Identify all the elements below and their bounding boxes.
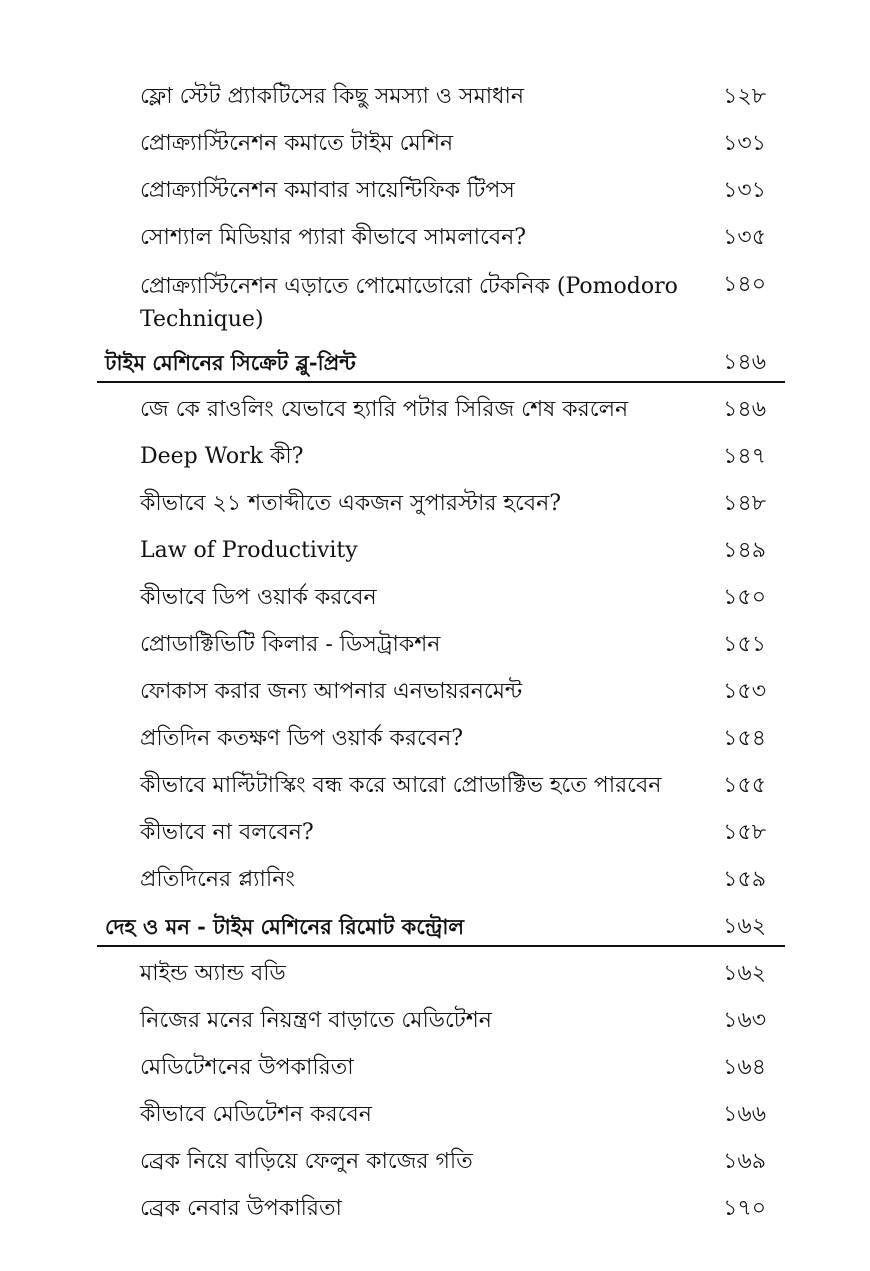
toc-entry-title: ব্রেক নিয়ে বাড়িয়ে ফেলুন কাজের গতি	[140, 1149, 473, 1174]
toc-entry-title: কীভাবে মেডিটেশন করবেন	[140, 1102, 372, 1127]
toc-entry	[0, 667, 870, 714]
toc-entry-title: মাইন্ড অ্যান্ড বডি	[140, 961, 286, 986]
toc-entry-title: Deep Work কী?	[140, 444, 304, 469]
toc-entry	[0, 1043, 870, 1090]
toc-entry-page: ১৪৭	[723, 444, 766, 469]
toc-section-title: টাইম মেশিনের সিক্রেট ব্লু-প্রিন্ট	[105, 350, 356, 375]
toc-entry-title: প্রোক্র্যাস্টিনেশন কমাবার সায়েন্টিফিক টিপস	[140, 178, 515, 203]
toc-entry-page: ১৬৯	[723, 1149, 766, 1174]
toc-entry-title: প্রতিদিনের প্ল্যানিং	[140, 867, 295, 892]
toc-entry-page: ১৬৬	[723, 1102, 766, 1127]
toc-entry	[0, 714, 870, 761]
toc-entry-title: ফোকাস করার জন্য আপনার এনভায়রনমেন্ট	[140, 679, 523, 704]
toc-entry-page: ১৫০	[723, 585, 766, 610]
toc-entry	[0, 949, 870, 996]
toc-entry-title: কীভাবে মাল্টিটাস্কিং বন্ধ করে আরো প্রোডাক্টিভ হতে পারবেন	[140, 773, 662, 798]
toc-entry-page: ১৫৫	[723, 773, 766, 798]
toc-entry-page: ১৪৯	[723, 538, 766, 563]
toc-entry	[0, 1184, 870, 1231]
toc-entry	[0, 808, 870, 855]
toc-entry-page: ১৬৩	[723, 1008, 766, 1033]
toc-entry-title: প্রোক্র্যাস্টিনেশন কমাতে টাইম মেশিন	[140, 131, 454, 156]
toc-entry-title: কীভাবে ডিপ ওয়ার্ক করবেন	[140, 585, 377, 610]
toc-entry-page: ১৫১	[723, 632, 766, 657]
toc-entry	[0, 526, 870, 573]
toc-entry	[0, 119, 870, 166]
toc-entry	[0, 385, 870, 432]
toc-entry-title: প্রোডাক্টিভিটি কিলার - ডিসট্রাকশন	[140, 632, 441, 657]
toc-entry-title: কীভাবে না বলবেন?	[140, 820, 314, 845]
toc-entry	[0, 213, 870, 260]
toc-entry	[0, 72, 870, 119]
toc-entry-title: জে কে রাওলিং যেভাবে হ্যারি পটার সিরিজ শেষ করলেন	[140, 397, 629, 422]
toc-entry	[0, 260, 870, 338]
section-divider	[97, 381, 785, 383]
toc-entry	[0, 1137, 870, 1184]
toc-section-title: দেহ ও মন - টাইম মেশিনের রিমোট কন্ট্রোল	[105, 914, 465, 939]
toc-entry-page: ১৬৪	[723, 1055, 766, 1080]
toc-entry-page: ১৩৫	[723, 225, 766, 250]
toc-entry-title: সোশ্যাল মিডিয়ার প্যারা কীভাবে সামলাবেন?	[140, 225, 527, 250]
toc-entry-title: মেডিটেশনের উপকারিতা	[140, 1055, 354, 1080]
toc-section-page: ১৬২	[723, 914, 766, 939]
toc-entry	[0, 996, 870, 1043]
toc-entry-page: ১৪০	[723, 272, 766, 297]
toc-entry-page: ১৫৪	[723, 726, 766, 751]
toc-entry-page: ১৪৮	[723, 491, 766, 516]
toc-entry-page: ১৪৬	[723, 397, 766, 422]
toc-entry-page: ১৩১	[723, 178, 766, 203]
toc-entry-title: প্রতিদিন কতক্ষণ ডিপ ওয়ার্ক করবেন?	[140, 726, 464, 751]
toc-entry-title: ফ্লো স্টেট প্র্যাকটিসের কিছু সমস্যা ও সমাধান	[140, 84, 525, 109]
toc-entry	[0, 432, 870, 479]
section-divider	[97, 945, 785, 947]
toc-entry	[0, 166, 870, 213]
toc-entry-page: ১৩১	[723, 131, 766, 156]
toc-entry	[0, 620, 870, 667]
toc-entry	[0, 761, 870, 808]
toc-section-page: ১৪৬	[723, 350, 766, 375]
toc-entry-title: Law of Productivity	[140, 538, 358, 563]
toc-entry-title: প্রোক্র্যাস্টিনেশন এড়াতে পোমোডোরো টেকনিক (Pomodoro Technique)	[140, 274, 678, 332]
toc-entry-page: ১৬২	[723, 961, 766, 986]
toc-entry-title: ব্রেক নেবার উপকারিতা	[140, 1196, 342, 1221]
toc-entry-page: ১২৮	[723, 84, 766, 109]
toc-entry	[0, 573, 870, 620]
toc-entry-page: ১৭০	[723, 1196, 766, 1221]
toc-entry-page: ১৫৩	[723, 679, 766, 704]
toc-entry	[0, 1090, 870, 1137]
toc-section-heading	[0, 902, 870, 949]
toc-entry-page: ১৫৮	[723, 820, 766, 845]
toc-entry-title: নিজের মনের নিয়ন্ত্রণ বাড়াতে মেডিটেশন	[140, 1008, 492, 1033]
toc-entry	[0, 855, 870, 902]
toc-entry-title: কীভাবে ২১ শতাব্দীতে একজন সুপারস্টার হবেন?	[140, 491, 561, 516]
toc-section-heading	[0, 338, 870, 385]
toc-entry	[0, 479, 870, 526]
toc-entry-page: ১৫৯	[723, 867, 766, 892]
table-of-contents	[0, 72, 870, 1231]
